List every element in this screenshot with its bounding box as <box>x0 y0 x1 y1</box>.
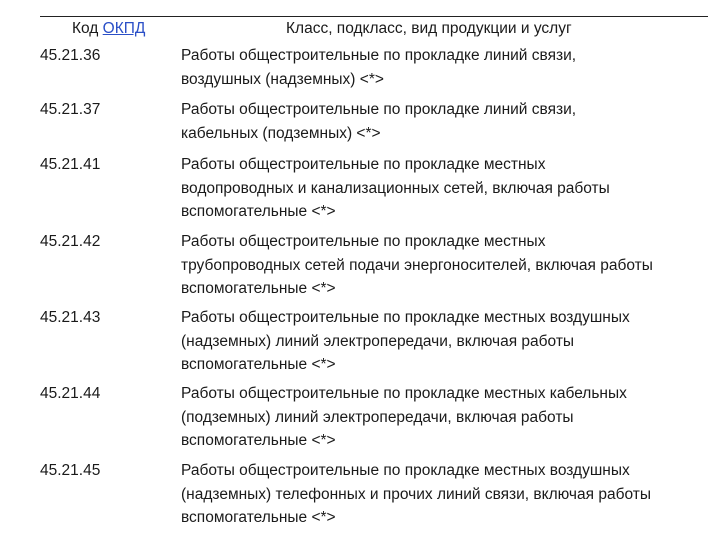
row-description-line: водопроводных и канализационных сетей, включая работы <box>181 179 610 197</box>
table-top-rule <box>40 16 708 17</box>
column-header-code <box>72 20 145 38</box>
row-description-line: Работы общестроительные по прокладке местных воздушных <box>181 309 630 326</box>
row-code: 45.21.44 <box>40 385 101 402</box>
row-description-line: Работы общестроительные по прокладке местных <box>181 156 546 173</box>
row-description <box>181 153 711 224</box>
row-code: 45.21.43 <box>40 309 101 326</box>
row-description-line: Работы общестроительные по прокладке местных воздушных <box>181 462 630 479</box>
row-description-line: (надземных) телефонных и прочих линий связи, включая работы <box>181 485 651 503</box>
table-row <box>0 459 720 535</box>
row-description-line: Работы общестроительные по прокладке линий связи, <box>181 101 577 118</box>
table-row <box>0 153 720 230</box>
row-description-line: трубопроводных сетей подачи энергоносителей, включая работы <box>181 256 653 274</box>
row-code: 45.21.37 <box>40 101 101 118</box>
row-code: 45.21.45 <box>40 462 101 479</box>
row-description-line: (надземных) линий электропередачи, включая работы <box>181 332 575 350</box>
row-description <box>181 459 711 530</box>
row-description <box>181 98 711 145</box>
column-header-class: Класс, подкласс, вид продукции и услуг <box>286 20 572 37</box>
column-header-code-prefix: Код <box>72 20 99 37</box>
table-row <box>0 382 720 459</box>
row-description <box>181 382 711 453</box>
row-description-line: (подземных) линий электропередачи, включая работы <box>181 408 574 426</box>
row-description-line: вспомогательные <*> <box>181 432 336 449</box>
row-code: 45.21.36 <box>40 47 101 64</box>
row-description <box>181 44 711 91</box>
row-code: 45.21.41 <box>40 156 101 173</box>
row-description-line: вспомогательные <*> <box>181 356 336 373</box>
row-description-line: вспомогательные <*> <box>181 203 336 220</box>
okpd-link[interactable]: ОКПД <box>102 20 146 37</box>
table-row <box>0 98 720 153</box>
row-description-line: Работы общестроительные по прокладке местных кабельных <box>181 385 627 402</box>
row-description-line: воздушных (надземных) <*> <box>181 70 384 88</box>
table-row <box>0 230 720 306</box>
row-description-line: Работы общестроительные по прокладке линий связи, <box>181 47 577 64</box>
row-description-line: Работы общестроительные по прокладке местных <box>181 233 546 250</box>
row-description <box>181 230 711 301</box>
row-description <box>181 306 711 377</box>
row-code: 45.21.42 <box>40 233 101 250</box>
table-header <box>0 20 720 42</box>
row-description-line: вспомогательные <*> <box>181 509 336 526</box>
row-description-line: вспомогательные <*> <box>181 280 336 297</box>
table-row <box>0 44 720 98</box>
table-body <box>0 44 720 535</box>
table-row <box>0 306 720 382</box>
row-description-line: кабельных (подземных) <*> <box>181 124 381 142</box>
